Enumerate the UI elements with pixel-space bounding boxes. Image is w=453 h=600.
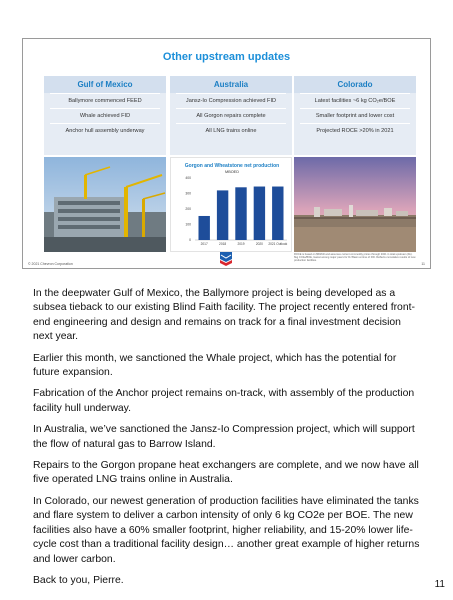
column-heading: Australia — [170, 76, 292, 93]
column-heading: Colorado — [294, 76, 416, 93]
column-item: Ballymore commenced FEED — [50, 93, 160, 108]
slide — [22, 38, 431, 269]
page-number: 11 — [434, 579, 445, 590]
bar-2021-outlook — [272, 187, 283, 240]
slide-number: 11 — [421, 262, 425, 266]
chart-subtitle: MBOED — [225, 170, 239, 174]
y-tick-label: 200 — [185, 207, 191, 212]
column-australia — [170, 76, 292, 155]
x-tick-label: 2017 — [200, 242, 208, 246]
paragraph: In Australia, we’ve sanctioned the Jansz-Io Compression project, which will support the flow of natural gas to Barrow Island. — [33, 424, 415, 450]
x-tick-label: 2018 — [219, 242, 227, 246]
x-tick-label: 2019 — [237, 242, 245, 246]
transcript-text — [33, 287, 423, 595]
paragraph: Earlier this month, we sanctioned the Whale project, which has the potential for future expansion. — [33, 352, 397, 379]
chevron-logo-icon — [219, 251, 233, 267]
production-chart — [170, 157, 292, 252]
column-item: Projected ROCE >20% in 2021 — [300, 123, 410, 138]
column-item: Jansz-Io Compression achieved FID — [176, 93, 286, 108]
shipyard-photo — [44, 157, 166, 252]
bar-2019 — [235, 187, 246, 240]
column-colorado — [294, 76, 416, 155]
column-item: Whale achieved FID — [50, 108, 160, 123]
footnote: ROCE is based on $50/bbl and assumes current commodity prices through 2021 in total upstream (lfe). 6kg CO2e/BOE, lowest among major peers for DJ Basin at time of FID. Reflects cumulative results of new production facilities. — [294, 253, 416, 262]
bar-2018 — [217, 190, 228, 240]
chart-title: Gorgon and Wheatstone net production — [184, 163, 280, 169]
paragraph: Fabrication of the Anchor project remains on-track, with assembly of the production facility hull underway. — [33, 388, 415, 414]
production-chart-svg — [171, 158, 293, 253]
bar-2020 — [254, 187, 265, 240]
column-item: Smaller footprint and lower cost — [300, 108, 410, 123]
column-item: Anchor hull assembly underway — [50, 123, 160, 138]
column-gulf-of-mexico — [44, 76, 166, 155]
y-tick-label: 0 — [189, 238, 191, 243]
column-item: Latest facilities ~6 kg CO₂e/BOE — [300, 93, 410, 108]
column-item: All Gorgon repairs complete — [176, 108, 286, 123]
x-tick-label: 2020 — [255, 242, 263, 246]
y-tick-label: 400 — [185, 176, 191, 181]
paragraph: In the deepwater Gulf of Mexico, the Ballymore project is being developed as a subsea tieback to our existing Blind Faith facility. The project recently entered front-end engineering and design and remains on track for a final investment decision next year. — [33, 288, 415, 343]
paragraph: Back to you, Pierre. — [33, 574, 124, 586]
column-heading: Gulf of Mexico — [44, 76, 166, 93]
column-item: All LNG trains online — [176, 123, 286, 138]
slide-title: Other upstream updates — [162, 51, 291, 63]
paragraph: Repairs to the Gorgon propane heat exchangers are complete, and we now have all five operated LNG trains online in Australia. — [33, 460, 419, 486]
colorado-facility-photo — [294, 157, 416, 252]
y-tick-label: 100 — [185, 222, 191, 227]
x-tick-label: 2021 Outlook — [268, 242, 288, 246]
bar-2017 — [198, 216, 209, 240]
copyright: © 2021 Chevron Corporation — [28, 262, 73, 266]
paragraph: In Colorado, our newest generation of production facilities have eliminated the tanks and flare system to deliver a carbon intensity of only 6 kg CO2e per BOE. The new facilities also have a 60% smaller footprint, higher reliability, and 15-20% lower life-cycle cost than a traditional facility design… another great example of higher returns and lower carbon. — [33, 495, 420, 565]
y-tick-label: 300 — [185, 191, 191, 196]
